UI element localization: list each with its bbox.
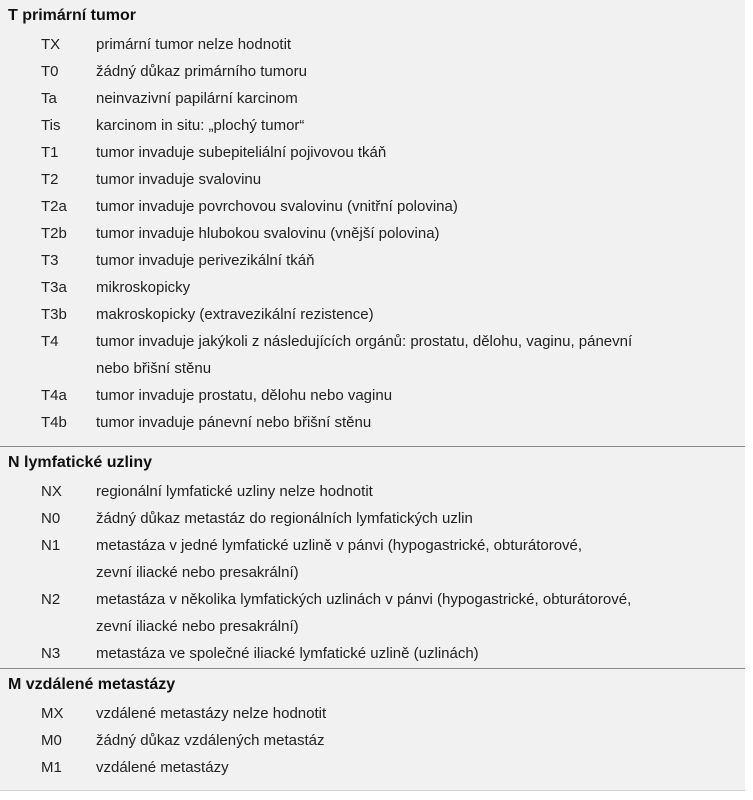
stage-description xyxy=(96,139,736,166)
stage-description xyxy=(96,166,736,193)
stage-code: T3 xyxy=(41,252,59,269)
description-line: žádný důkaz primárního tumoru xyxy=(96,63,307,80)
description-line: tumor invaduje svalovinu xyxy=(96,171,262,188)
stage-code: NX xyxy=(41,483,62,500)
description-line: metastáza v několika lymfatických uzlinách v pánvi (hypogastrické, obturátorové, xyxy=(96,591,632,608)
description-line: zevní iliacké nebo presakrální) xyxy=(96,618,299,635)
description-line: tumor invaduje hlubokou svalovinu (vnější polovina) xyxy=(96,225,440,242)
description-line: tumor invaduje povrchovou svalovinu (vnitřní polovina) xyxy=(96,198,458,215)
stage-description xyxy=(96,700,736,727)
stage-code: N0 xyxy=(41,510,61,527)
description-line: vzdálené metastázy nelze hodnotit xyxy=(96,705,327,722)
description-line: tumor invaduje subepiteliální pojivovou tkáň xyxy=(96,144,387,161)
stage-code: T4b xyxy=(41,414,67,431)
stage-description xyxy=(96,505,736,532)
stage-description xyxy=(96,532,736,586)
stage-code: T4a xyxy=(41,387,67,404)
section-title: N lymfatické uzliny xyxy=(8,454,153,471)
table-row xyxy=(0,166,745,193)
table-row xyxy=(0,328,745,382)
table-row xyxy=(0,58,745,85)
description-line: žádný důkaz metastáz do regionálních lymfatických uzlin xyxy=(96,510,473,527)
stage-description xyxy=(96,193,736,220)
description-line: karcinom in situ: „plochý tumor“ xyxy=(96,117,305,134)
stage-description xyxy=(96,754,736,781)
table-row xyxy=(0,727,745,754)
stage-description xyxy=(96,112,736,139)
stage-code: T2b xyxy=(41,225,67,242)
description-line: tumor invaduje prostatu, dělohu nebo vaginu xyxy=(96,387,393,404)
table-row xyxy=(0,247,745,274)
description-line: zevní iliacké nebo presakrální) xyxy=(96,564,299,581)
table-row xyxy=(0,754,745,781)
description-line: metastáza ve společné iliacké lymfatické uzlině (uzlinách) xyxy=(96,645,479,662)
stage-code: Ta xyxy=(41,90,57,107)
stage-code: N3 xyxy=(41,645,61,662)
table-row xyxy=(0,505,745,532)
stage-code: T0 xyxy=(41,63,59,80)
stage-code: MX xyxy=(41,705,64,722)
stage-description xyxy=(96,301,736,328)
description-line: tumor invaduje perivezikální tkáň xyxy=(96,252,315,269)
stage-description xyxy=(96,247,736,274)
stage-description xyxy=(96,31,736,58)
table-row xyxy=(0,586,745,640)
section-n-lymph-nodes xyxy=(0,446,745,669)
description-line: tumor invaduje pánevní nebo břišní stěnu xyxy=(96,414,372,431)
stage-code: T2 xyxy=(41,171,59,188)
stage-description xyxy=(96,58,736,85)
stage-description xyxy=(96,274,736,301)
table-row xyxy=(0,382,745,409)
description-line: neinvazivní papilární karcinom xyxy=(96,90,298,107)
description-line: makroskopicky (extravezikální rezistence) xyxy=(96,306,374,323)
description-line: regionální lymfatické uzliny nelze hodnotit xyxy=(96,483,373,500)
description-line: primární tumor nelze hodnotit xyxy=(96,36,292,53)
description-line: vzdálené metastázy xyxy=(96,759,229,776)
table-row xyxy=(0,532,745,586)
table-row xyxy=(0,193,745,220)
table-row xyxy=(0,112,745,139)
table-row xyxy=(0,220,745,247)
stage-description xyxy=(96,640,736,667)
stage-description xyxy=(96,478,736,505)
stage-code: TX xyxy=(41,36,61,53)
section-title: T primární tumor xyxy=(8,7,137,24)
table-row xyxy=(0,274,745,301)
stage-description xyxy=(96,727,736,754)
stage-description xyxy=(96,328,736,382)
stage-code: M0 xyxy=(41,732,62,749)
stage-code: N1 xyxy=(41,537,61,554)
table-row xyxy=(0,640,745,667)
stage-code: T3a xyxy=(41,279,67,296)
stage-code: M1 xyxy=(41,759,62,776)
description-line: nebo břišní stěnu xyxy=(96,360,212,377)
stage-description xyxy=(96,220,736,247)
section-title: M vzdálené metastázy xyxy=(8,676,176,693)
table-row xyxy=(0,31,745,58)
table-row xyxy=(0,301,745,328)
description-line: mikroskopicky xyxy=(96,279,191,296)
table-row xyxy=(0,85,745,112)
section-m-distant-metastases xyxy=(0,668,745,791)
stage-description xyxy=(96,409,736,436)
stage-description xyxy=(96,382,736,409)
stage-code: N2 xyxy=(41,591,61,608)
description-line: tumor invaduje jakýkoli z následujících orgánů: prostatu, dělohu, vaginu, pánevní xyxy=(96,333,633,350)
table-row xyxy=(0,139,745,166)
stage-description xyxy=(96,85,736,112)
stage-code: T4 xyxy=(41,333,59,350)
stage-code: Tis xyxy=(41,117,61,134)
stage-code: T3b xyxy=(41,306,67,323)
stage-description xyxy=(96,586,736,640)
description-line: metastáza v jedné lymfatické uzlině v pánvi (hypogastrické, obturátorové, xyxy=(96,537,583,554)
stage-code: T1 xyxy=(41,144,59,161)
table-row xyxy=(0,700,745,727)
description-line: žádný důkaz vzdálených metastáz xyxy=(96,732,325,749)
stage-code: T2a xyxy=(41,198,67,215)
table-row xyxy=(0,409,745,436)
table-row xyxy=(0,478,745,505)
